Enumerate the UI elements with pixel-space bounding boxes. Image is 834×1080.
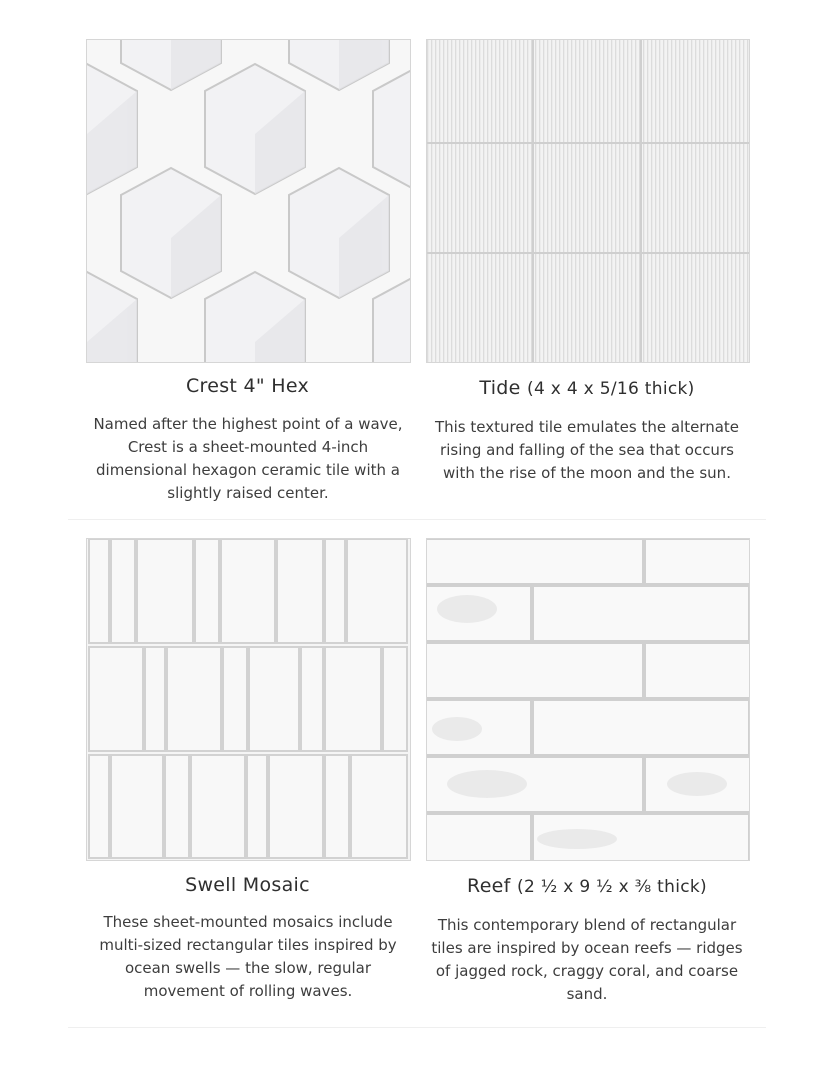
swell-mosaic-image <box>86 538 411 861</box>
tide-name: Tide <box>479 377 521 399</box>
reef-spec: (2 ½ x 9 ½ x ⅜ thick) <box>517 877 707 897</box>
reef-title <box>426 875 748 897</box>
tide-spec: (4 x 4 x 5/16 thick) <box>527 379 695 399</box>
crest-description: Named after the highest point of a wave, Crest is a sheet-mounted 4-inch dimensional hexagon ceramic tile with a slightly raised center. <box>93 415 403 502</box>
tide-title <box>426 377 748 399</box>
bottom-divider <box>68 1027 766 1028</box>
swell-name: Swell Mosaic <box>185 874 310 896</box>
crest-hex-image <box>86 39 411 363</box>
swell-description: These sheet-mounted mosaics include multi-sized rectangular tiles inspired by ocean swells — the slow, regular movement of rolling waves. <box>99 913 397 1000</box>
tide-image <box>426 39 750 363</box>
reef-image <box>426 538 750 861</box>
crest-name: Crest 4" Hex <box>185 375 310 397</box>
tide-description: This textured tile emulates the alternate rising and falling of the sea that occurs with the rise of the moon and the sun. <box>434 418 740 482</box>
crest-title <box>86 375 409 397</box>
reef-description: This contemporary blend of rectangular tiles are inspired by ocean reefs — ridges of jagged rock, craggy coral, and coarse sand. <box>431 916 743 1003</box>
reef-name: Reef <box>467 875 511 897</box>
swell-title <box>86 874 409 896</box>
row-divider <box>68 519 766 520</box>
